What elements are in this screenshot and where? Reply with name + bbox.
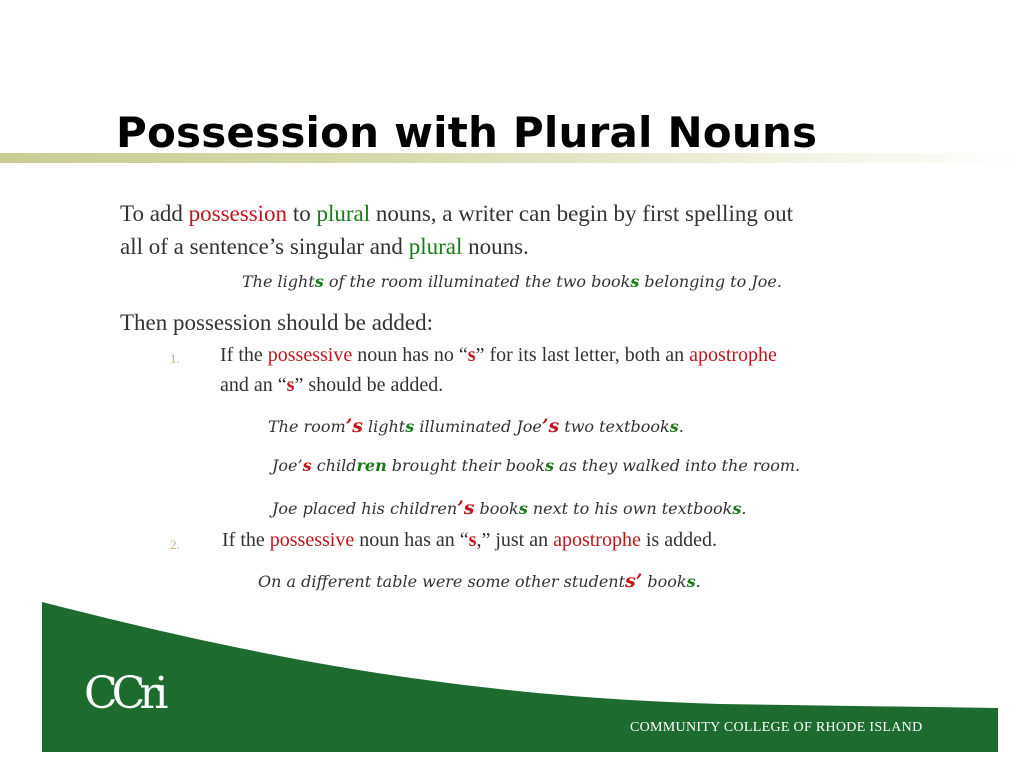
plural-marker: s: [314, 272, 324, 291]
example-sentence-5: [258, 570, 701, 592]
rule-2-line: [222, 525, 717, 555]
intro-text: nouns.: [462, 234, 529, 259]
rule-text: is added.: [640, 529, 717, 551]
example-text: .: [678, 417, 684, 436]
example-text: On a different table were some other student: [258, 572, 626, 591]
keyword-plural: plural: [316, 201, 371, 226]
example-text: as they walked into the room.: [553, 456, 801, 475]
keyword-apostrophe: apostrophe: [553, 529, 641, 551]
keyword-possessive: possessive: [269, 529, 355, 551]
rule-text: ,” just an: [476, 529, 554, 551]
slide-title: Possession with Plural Nouns: [116, 108, 818, 157]
possessive-marker: s’: [625, 570, 643, 592]
keyword-apostrophe: apostrophe: [689, 344, 777, 366]
keyword-possessive: possessive: [267, 344, 353, 366]
possessive-marker: ’s: [457, 497, 475, 519]
intro-text: To add: [120, 201, 189, 226]
rule-text: and an “: [220, 374, 287, 396]
intro-text: all of a sentence’s singular and: [120, 234, 409, 259]
rule-text: noun has an “: [354, 529, 469, 551]
plural-marker: s: [686, 572, 696, 591]
logo-text: CCri: [84, 668, 163, 719]
possessive-marker: ’s: [541, 415, 560, 437]
example-text: .: [695, 572, 701, 591]
intro-line-2: [120, 230, 529, 263]
plural-marker: s: [732, 499, 742, 518]
example-text: Joe placed his children: [272, 499, 458, 518]
example-text: two textbook: [559, 417, 670, 436]
rule-text: ” for its last letter, both an: [475, 344, 690, 366]
rule-1-line-1: [220, 340, 777, 370]
example-text: child: [311, 456, 357, 475]
list-number-2: 2.: [170, 537, 180, 552]
then-line: Then possession should be added:: [120, 310, 434, 335]
plural-marker: ren: [356, 456, 387, 475]
plural-marker: s: [630, 272, 640, 291]
plural-marker: s: [405, 417, 415, 436]
example-text: illuminated Joe: [414, 417, 542, 436]
rule-text: ” should be added.: [294, 374, 444, 396]
ccri-logo: [84, 668, 162, 719]
intro-text: nouns, a writer can begin by first spelling out: [370, 201, 793, 226]
rule-text: If the: [220, 344, 268, 366]
example-text: brought their book: [386, 456, 545, 475]
intro-line-1: [120, 197, 793, 230]
intro-text: to: [287, 201, 317, 226]
keyword-s: s: [467, 344, 476, 366]
keyword-possession: possession: [188, 201, 288, 226]
example-text: book: [642, 572, 687, 591]
possessive-marker: s: [302, 456, 312, 475]
plural-marker: s: [518, 499, 528, 518]
rule-text: If the: [222, 529, 270, 551]
list-number-1: 1.: [170, 351, 180, 366]
keyword-s: s: [286, 374, 295, 396]
example-text: .: [741, 499, 747, 518]
example-text: of the room illuminated the two book: [323, 272, 631, 291]
example-sentence-1: [242, 272, 782, 291]
example-text: book: [474, 499, 519, 518]
college-name: COMMUNITY COLLEGE OF RHODE ISLAND: [630, 720, 923, 735]
example-text: Joe’: [272, 456, 303, 475]
example-text: light: [362, 417, 406, 436]
example-text: next to his own textbook: [527, 499, 733, 518]
example-sentence-2: [268, 415, 684, 437]
example-text: The light: [242, 272, 315, 291]
possessive-marker: ’s: [345, 415, 363, 437]
example-text: The room: [268, 417, 346, 436]
rule-1-line-2: [220, 370, 443, 400]
plural-marker: s: [669, 417, 679, 436]
plural-marker: s: [544, 456, 554, 475]
example-sentence-4: [272, 497, 746, 519]
keyword-s: s: [468, 529, 477, 551]
example-sentence-3: [272, 456, 800, 475]
keyword-plural: plural: [408, 234, 463, 259]
rule-text: noun has no “: [352, 344, 468, 366]
example-text: belonging to Joe.: [639, 272, 782, 291]
